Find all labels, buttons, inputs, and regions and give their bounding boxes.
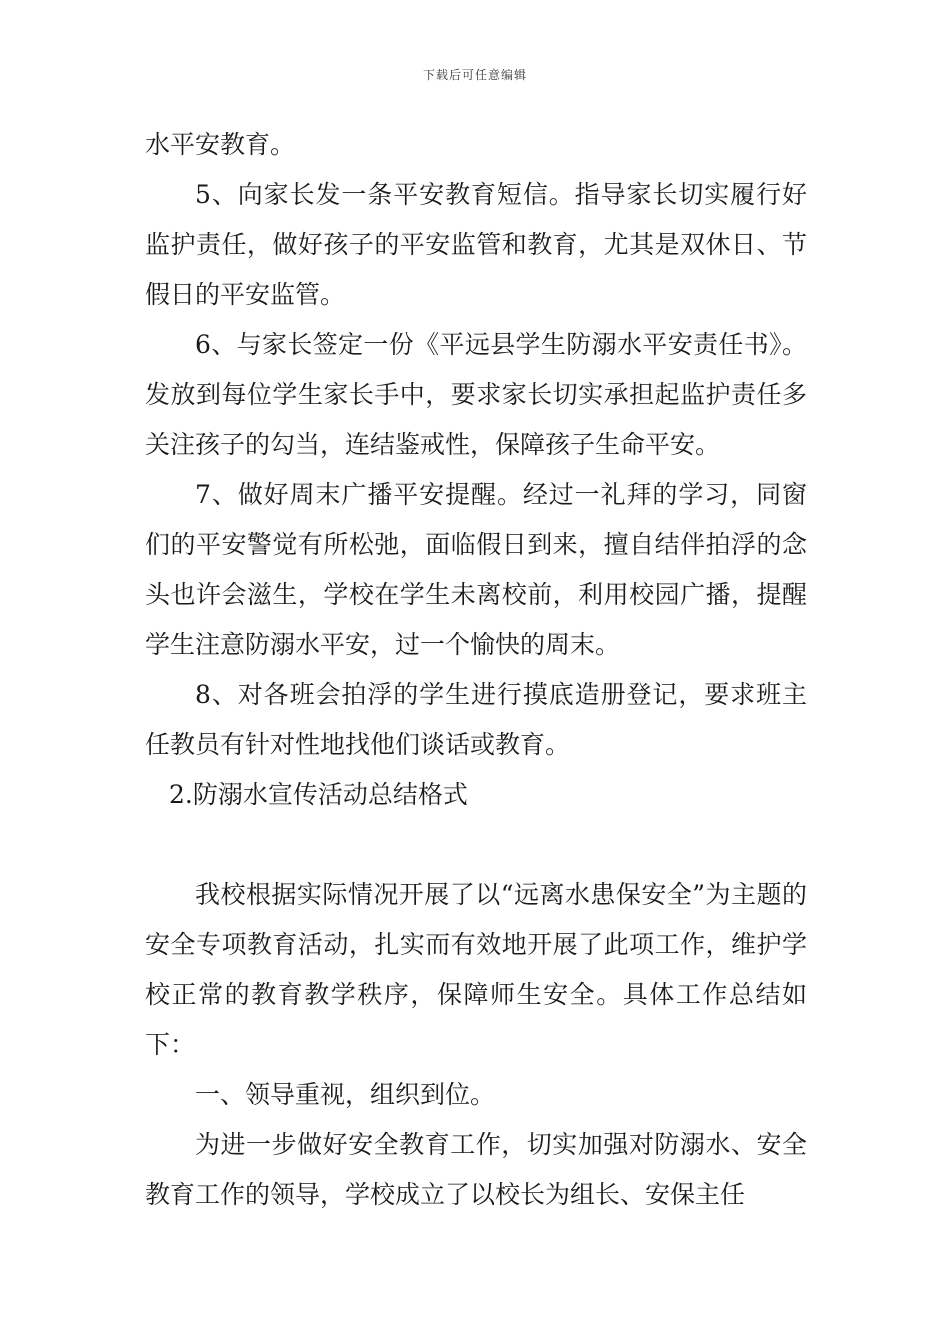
paragraph-item-7: 7、做好周末广播平安提醒。经过一礼拜的学习，同窗们的平安警觉有所松弛，面临假日到来，擅自结伴拍浮的念头也许会滋生，学校在学生未离校前，利用校园广播，提醒学生注意防溺水平安，过一个愉快的周末。 (145, 480, 807, 659)
section-heading: 2.防溺水宣传活动总结格式 (169, 780, 468, 809)
paragraph-leadership: 为进一步做好安全教育工作，切实加强对防溺水、安全教育工作的领导，学校成立了以校长为组长、安保主任 (145, 1130, 807, 1209)
paragraph-intro: 我校根据实际情况开展了以“远离水患保安全”为主题的安全专项教育活动，扎实而有效地开展了此项工作，维护学校正常的教育教学秩序，保障师生安全。具体工作总结如下： (145, 880, 807, 1059)
subsection-heading-1: 一、领导重视，组织到位。 (195, 1080, 496, 1109)
paragraph-item-8: 8、对各班会拍浮的学生进行摸底造册登记，要求班主任教员有针对性地找他们谈话或教育。 (145, 680, 807, 759)
paragraph-item-5: 5、向家长发一条平安教育短信。指导家长切实履行好监护责任，做好孩子的平安监管和教育，尤其是双休日、节假日的平安监管。 (145, 180, 807, 309)
paragraph-item-6: 6、与家长签定一份《平远县学生防溺水平安责任书》。发放到每位学生家长手中，要求家长切实承担起监护责任多关注孩子的勾当，连结鉴戒性，保障孩子生命平安。 (145, 330, 807, 459)
blank-line (145, 820, 807, 870)
paragraph-continuation: 水平安教育。 (145, 130, 296, 159)
document-body (145, 120, 807, 1220)
page-header-note: 下载后可任意编辑 (422, 68, 527, 82)
